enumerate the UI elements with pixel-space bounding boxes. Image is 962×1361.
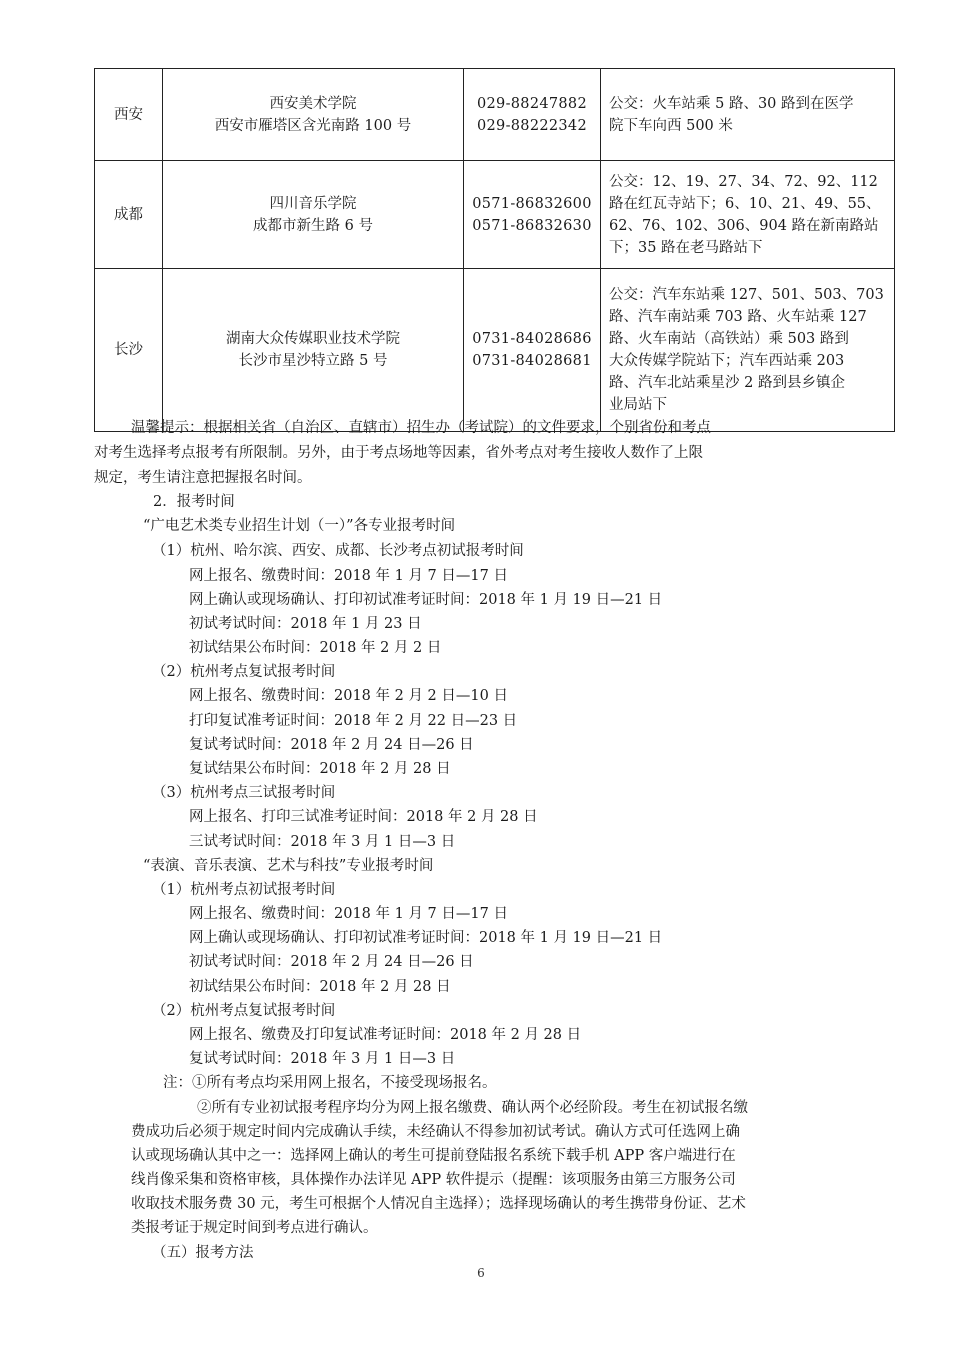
schedule-line: 网上报名、打印三试准考证时间：2018 年 2 月 28 日 — [189, 809, 538, 825]
schedule-line: 网上报名、缴费时间：2018 年 1 月 7 日—17 日 — [189, 568, 508, 584]
table-row — [95, 269, 895, 432]
phone-cell — [464, 69, 601, 161]
venue-name: 西安美术学院 — [269, 95, 357, 112]
transit-line: 62、76、102、306、904 路在新南路站 — [609, 217, 879, 234]
venue-cell — [163, 69, 464, 161]
section-heading: 2．报考时间 — [153, 494, 235, 510]
transit-line: 大众传媒学院站下；汽车西站乘 203 — [609, 353, 845, 369]
transit-line: 下；35 路在老马路站下 — [609, 239, 763, 256]
schedule-line: 复试结果公布时间：2018 年 2 月 28 日 — [189, 761, 451, 777]
transit-cell — [601, 69, 895, 161]
transit-line: 院下车向西 500 米 — [609, 117, 733, 134]
schedule-line: 初试结果公布时间：2018 年 2 月 28 日 — [189, 979, 451, 995]
phone-number: 0731-84028686 — [472, 331, 592, 347]
transit-cell — [601, 161, 895, 269]
schedule-line: 网上报名、缴费时间：2018 年 1 月 7 日—17 日 — [189, 906, 508, 922]
transit-line: 公交：火车站乘 5 路、30 路到在医学 — [609, 95, 854, 112]
subsection-title: （2）杭州考点复试报考时间 — [152, 1003, 336, 1019]
venue-name: 四川音乐学院 — [269, 195, 357, 212]
transit-line: 公交：12、19、27、34、72、92、112 — [609, 173, 878, 190]
schedule-line: 网上确认或现场确认、打印初试准考证时间：2018 年 1 月 19 日—21 日 — [189, 592, 663, 608]
venue-address: 西安市雁塔区含光南路 100 号 — [214, 117, 412, 134]
city-cell — [95, 69, 163, 161]
tip-line: 温馨提示：根据相关省（自治区、直辖市）招生办（考试院）的文件要求，个别省份和考点 — [131, 420, 711, 436]
page-number: 6 — [477, 1266, 485, 1280]
note-line: 注：①所有考点均采用网上报名，不接受现场报名。 — [163, 1075, 497, 1091]
schedule-line: 复试考试时间：2018 年 3 月 1 日—3 日 — [189, 1051, 456, 1067]
phone-number: 029-88247882 — [477, 95, 587, 112]
subsection-title: （1）杭州、哈尔滨、西安、成都、长沙考点初试报考时间 — [152, 543, 524, 559]
note-line: 收取技术服务费 30 元，考生可根据个人情况自主选择）；选择现场确认的考生携带身份证、艺术 — [131, 1196, 746, 1212]
tip-line: 对考生选择考点报考有所限制。另外，由于考点场地等因素，省外考点对考生接收人数作了上限 — [94, 445, 703, 461]
note-line: 线肖像采集和资格审核，具体操作办法详见 APP 软件提示（提醒：该项服务由第三方服务公司 — [131, 1172, 736, 1188]
city-cell — [95, 269, 163, 432]
schedule-line: 三试考试时间：2018 年 3 月 1 日—3 日 — [189, 834, 456, 850]
plan-title: “表演、音乐表演、艺术与科技”专业报考时间 — [143, 858, 434, 874]
schedule-line: 打印复试准考证时间：2018 年 2 月 22 日—23 日 — [189, 713, 518, 729]
note-line: ②所有专业初试报考程序均分为网上报名缴费、确认两个必经阶段。考生在初试报名缴 — [197, 1100, 748, 1116]
phone-cell — [464, 161, 601, 269]
subsection-title: （2）杭州考点复试报考时间 — [152, 664, 336, 680]
city-name: 长沙 — [114, 342, 143, 358]
phone-number: 0571-86832630 — [472, 217, 592, 234]
transit-line: 路、火车南站（高铁站）乘 503 路到 — [609, 331, 849, 347]
transit-cell — [601, 269, 895, 432]
note-line: 费成功后必须于规定时间内完成确认手续，未经确认不得参加初试考试。确认方式可任选网上确 — [131, 1124, 740, 1140]
transit-line: 路、汽车北站乘星沙 2 路到县乡镇企 — [609, 375, 845, 391]
transit-line: 路、汽车南站乘 703 路、火车站乘 127 — [609, 309, 867, 325]
phone-number: 029-88222342 — [477, 117, 587, 134]
subsection-title: （3）杭州考点三试报考时间 — [152, 785, 336, 801]
city-cell — [95, 161, 163, 269]
schedule-line: 初试考试时间：2018 年 2 月 24 日—26 日 — [189, 954, 474, 970]
table-row — [95, 161, 895, 269]
venue-address: 长沙市星沙特立路 5 号 — [238, 353, 388, 369]
phone-cell — [464, 269, 601, 432]
subsection-title: （1）杭州考点初试报考时间 — [152, 882, 336, 898]
schedule-line: 复试考试时间：2018 年 2 月 24 日—26 日 — [189, 737, 474, 753]
schedule-line: 初试结果公布时间：2018 年 2 月 2 日 — [189, 640, 442, 656]
tip-line: 规定，考生请注意把握报名时间。 — [94, 470, 312, 486]
venue-cell — [163, 161, 464, 269]
phone-number: 0731-84028681 — [472, 353, 592, 369]
transit-line: 公交：汽车东站乘 127、501、503、703 — [609, 287, 884, 303]
city-name: 成都 — [114, 206, 143, 223]
schedule-line: 网上确认或现场确认、打印初试准考证时间：2018 年 1 月 19 日—21 日 — [189, 930, 663, 946]
venue-name: 湖南大众传媒职业技术学院 — [226, 331, 400, 347]
transit-line: 业局站下 — [609, 397, 667, 413]
note-line: 类报考证于规定时间到考点进行确认。 — [131, 1220, 378, 1236]
plan-title: “广电艺术类专业招生计划（一）”各专业报考时间 — [143, 518, 456, 534]
table-row — [95, 69, 895, 161]
note-line: 认或现场确认其中之一：选择网上确认的考生可提前登陆报名系统下载手机 APP 客户端进行在 — [131, 1148, 736, 1164]
venue-cell — [163, 269, 464, 432]
venue-address: 成都市新生路 6 号 — [253, 217, 373, 234]
schedule-line: 初试考试时间：2018 年 1 月 23 日 — [189, 616, 422, 632]
transit-line: 路在红瓦寺站下；6、10、21、49、55、 — [609, 195, 881, 212]
city-name: 西安 — [114, 106, 143, 123]
schedule-line: 网上报名、缴费时间：2018 年 2 月 2 日—10 日 — [189, 688, 508, 704]
section-heading: （五）报考方法 — [152, 1245, 254, 1261]
schedule-line: 网上报名、缴费及打印复试准考证时间：2018 年 2 月 28 日 — [189, 1027, 582, 1043]
phone-number: 0571-86832600 — [472, 195, 592, 212]
exam-venue-table — [94, 68, 895, 432]
